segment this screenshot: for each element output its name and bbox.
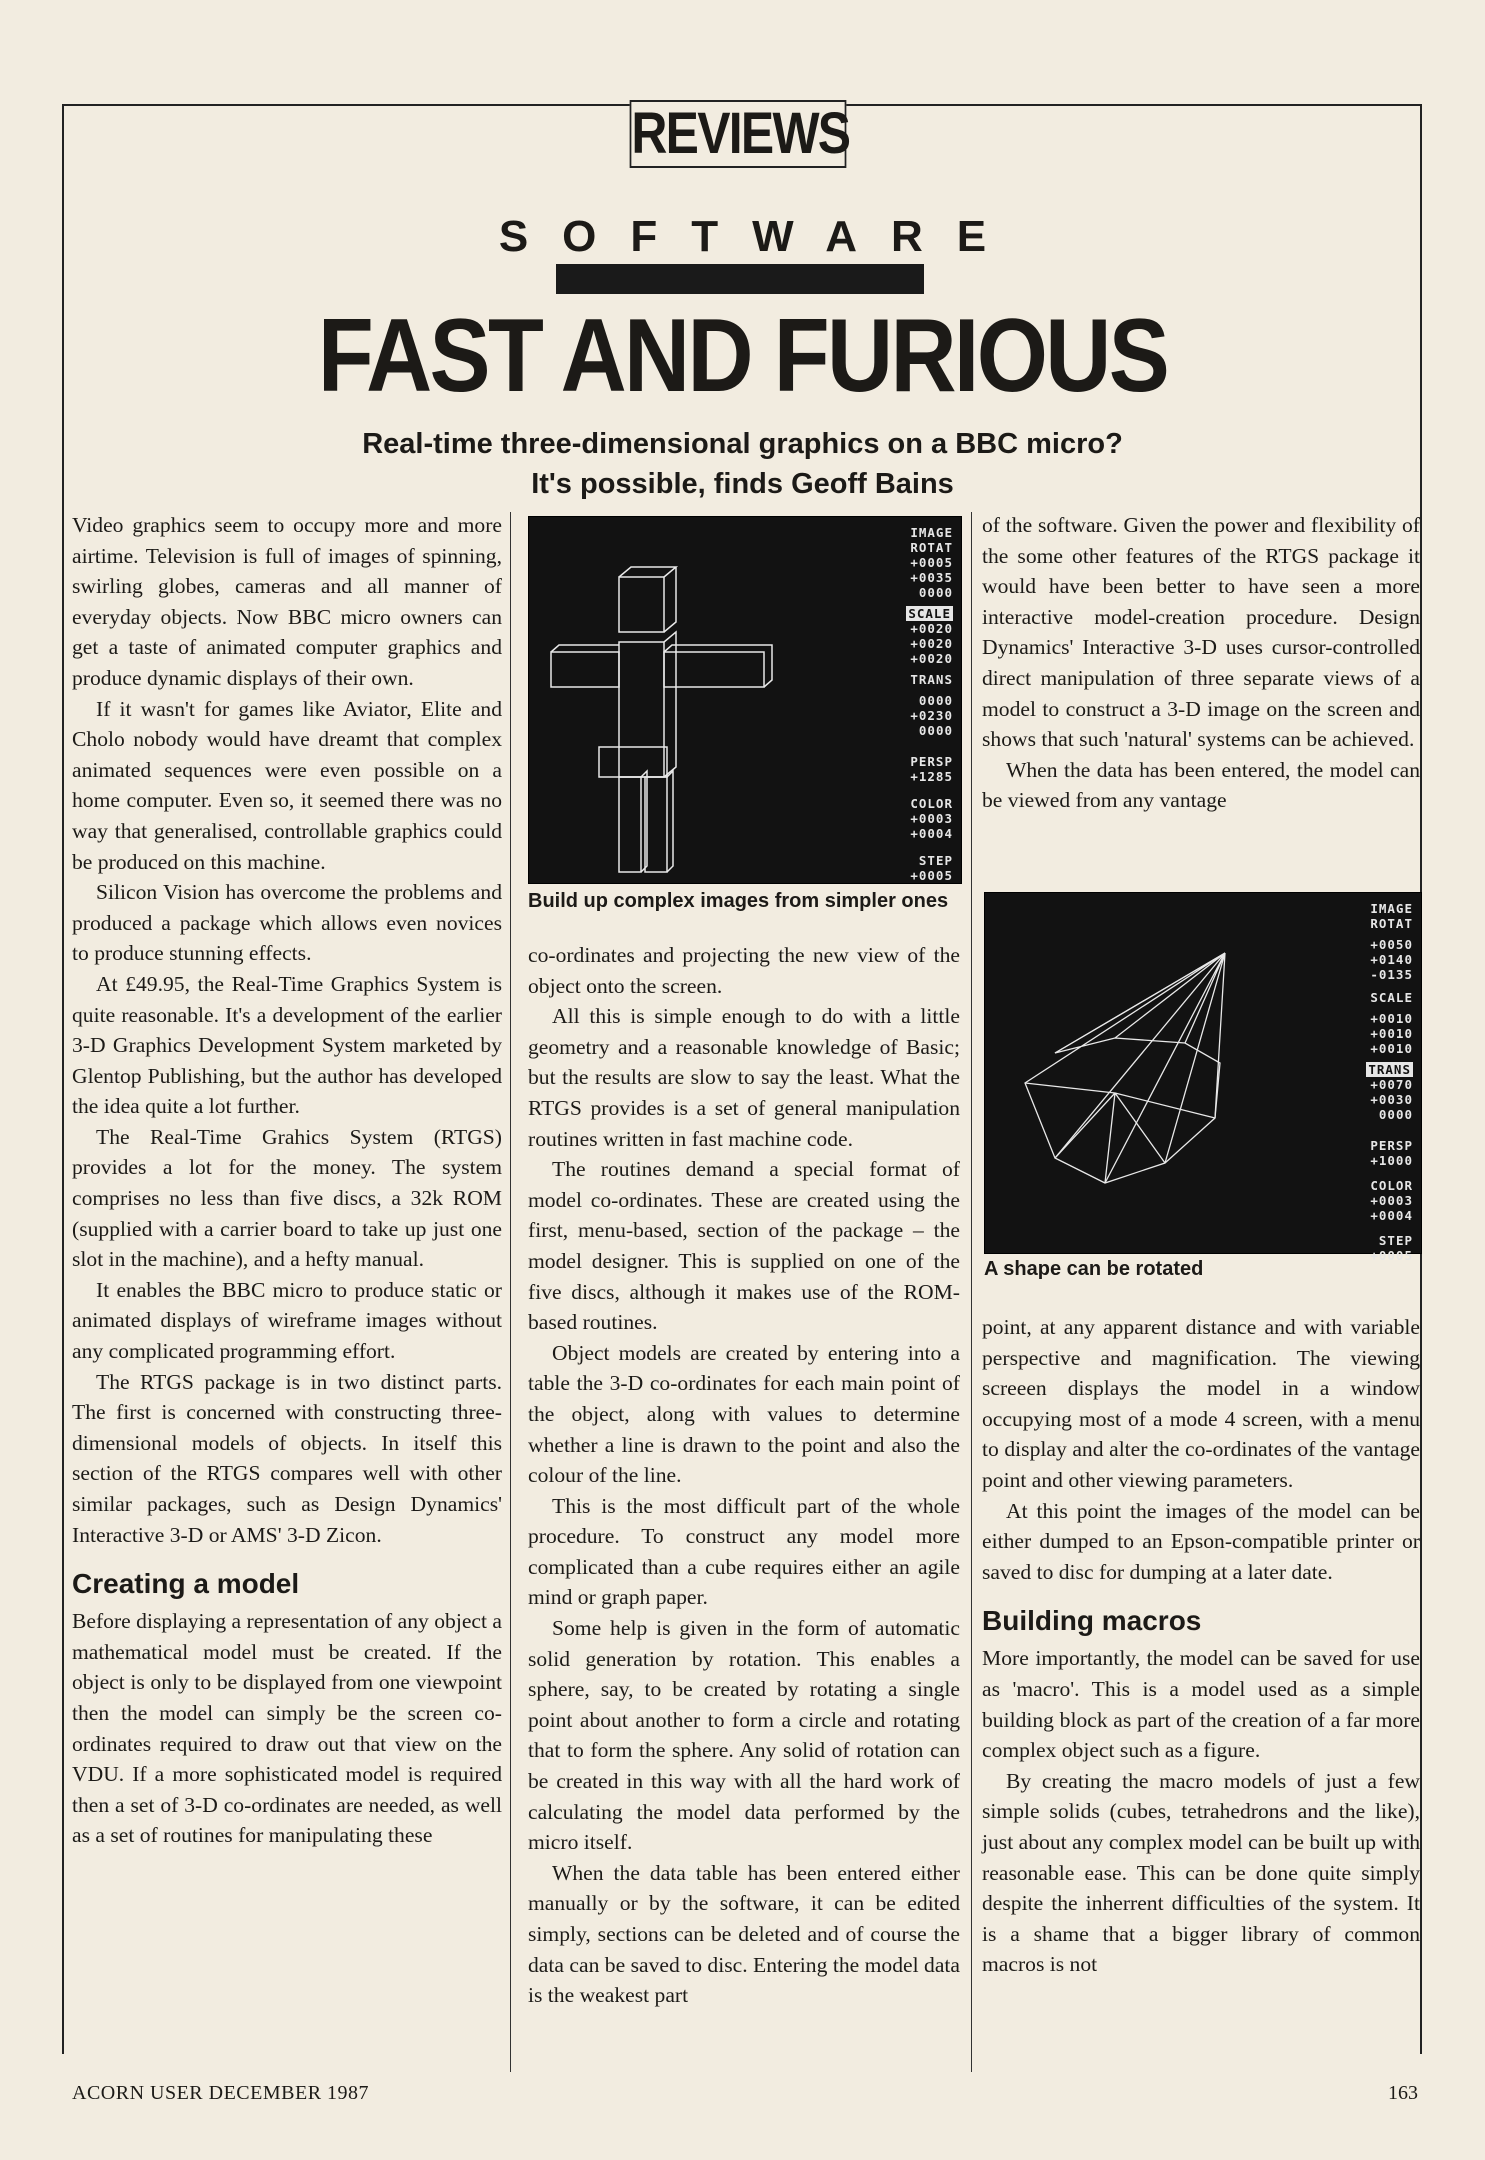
menu-value: +0010 bbox=[1370, 1026, 1413, 1041]
menu-value: +1000 bbox=[1370, 1153, 1413, 1168]
menu-value: +0030 bbox=[1370, 1092, 1413, 1107]
menu-label: IMAGE bbox=[1370, 901, 1413, 916]
menu-value: 0000 bbox=[918, 693, 953, 708]
figure-cone-screenshot bbox=[984, 892, 1422, 1263]
menu-value: -0135 bbox=[1370, 967, 1413, 982]
paragraph: co-ordinates and projecting the new view of the object onto the screen. bbox=[528, 943, 960, 998]
column-1 bbox=[72, 510, 502, 1851]
paragraph: When the data has been entered, the model can be viewed from any vantage bbox=[982, 757, 1420, 813]
menu-label: COLOR bbox=[1370, 1178, 1413, 1193]
paragraph: The RTGS package is in two distinct parts. The first is concerned with constructing three-dimensional models of objects. In itself this section of the RTGS compares well with other similar packages, such as Design Dynamics' Interactive 3-D or AMS' 3-D Zicon. bbox=[72, 1369, 502, 1547]
paragraph: The Real-Time Grahics System (RTGS) provides a lot for the money. The system comprises no less than five discs, a 32k ROM (supplied with a carrier board to take up just one slot in the machine), and a hefty manual. bbox=[72, 1124, 502, 1272]
page-frame-left bbox=[62, 104, 64, 2054]
menu-label-selected: SCALE bbox=[908, 606, 951, 621]
menu-value: +0005 bbox=[1370, 1248, 1413, 1263]
paragraph: At £49.95, the Real-Time Graphics System is quite reasonable. It's a development of the earlier 3-D Graphics Development System marketed by Glentop Publishing, but the author has developed the idea quite a lot further. bbox=[72, 971, 502, 1119]
menu-value: +0020 bbox=[910, 636, 953, 651]
figure-1-caption: Build up complex images from simpler ones bbox=[528, 890, 949, 912]
menu-value: +0050 bbox=[1370, 937, 1413, 952]
section-box: REVIEWS bbox=[631, 101, 850, 166]
menu-value: +0005 bbox=[910, 555, 953, 570]
section-label: SOFTWARE bbox=[498, 212, 1021, 261]
paragraph: All this is simple enough to do with a little geometry and a reasonable knowledge of Basic; but the results are slow to say the least. What the RTGS provides is a set of general manipulation routines written in fast machine code. bbox=[528, 1004, 960, 1151]
standfirst-line-2: It's possible, finds Geoff Bains bbox=[531, 468, 954, 500]
paragraph: of the software. Given the power and flexibility of the some other features of the RTGS package it would have been better to have seen a more interactive model-creation procedure. Design Dynamics' Interactive 3-D uses cursor-controlled direct manipulation of three separate views of a model to construct a 3-D image on the screen and shows that such 'natural' systems can be achieved. bbox=[982, 513, 1420, 752]
column-rule-2 bbox=[971, 512, 972, 2072]
menu-label: PERSP bbox=[1370, 1138, 1413, 1153]
paragraph: This is the most difficult part of the whole procedure. To construct any model more complicated than a cube requires either an agile mind or graph paper. bbox=[528, 1493, 960, 1610]
standfirst-line-1: Real-time three-dimensional graphics on a BBC micro? bbox=[362, 428, 1123, 460]
paragraph: By creating the macro models of just a few simple solids (cubes, tetrahedrons and the like), just about any complex model can be built up with reasonable ease. This can be done quite simply despite the inherrent difficulties of the system. It is a shame that a bigger library of common macros is not bbox=[982, 1768, 1420, 1977]
figure-robot-screenshot bbox=[528, 516, 962, 884]
menu-label: ROTAT bbox=[1370, 916, 1413, 931]
menu-value: +0003 bbox=[910, 811, 953, 826]
paragraph: Before displaying a representation of any object a mathematical model must be created. If the object is only to be displayed from one viewpoint then the model can simply be the screen co-ordinates required to draw out that view on the VDU. If a more sophisticated model is required then a set of 3-D co-ordinates are needed, as well as a set of routines for manipulating these bbox=[72, 1609, 502, 1848]
standfirst bbox=[0, 424, 1485, 504]
subheading-creating-model: Creating a model bbox=[72, 1568, 300, 1600]
paragraph: point, at any apparent distance and with variable perspective and magnification. The viewing screeen displays the model in a window occupying most of a mode 4 screen, with a menu to display and alter the co-ordinates of the vantage point and other viewing parameters. bbox=[982, 1315, 1420, 1492]
figure-1-menu bbox=[906, 525, 953, 883]
menu-label: TRANS bbox=[910, 672, 953, 687]
subheading-building-macros: Building macros bbox=[982, 1605, 1202, 1637]
menu-value: +0004 bbox=[910, 826, 953, 841]
menu-label: COLOR bbox=[910, 796, 953, 811]
paragraph: More importantly, the model can be saved for use as 'macro'. This is a model used as a simple building block as part of the creation of a far more complex object such as a figure. bbox=[982, 1646, 1420, 1763]
menu-value: 0000 bbox=[1378, 1107, 1413, 1122]
paragraph: Silicon Vision has overcome the problems and produced a package which allows even novices to produce stunning effects. bbox=[72, 880, 502, 966]
menu-label: STEP bbox=[918, 853, 953, 868]
footer-publication: ACORN USER DECEMBER 1987 bbox=[72, 2082, 370, 2104]
paragraph: If it wasn't for games like Aviator, Elite and Cholo nobody would have dreamt that complex animated sequences were even possible on a home computer. Even so, it seemed there was no way that generalised, controllable graphics could be produced on this machine. bbox=[72, 696, 502, 874]
menu-value: +0140 bbox=[1370, 952, 1413, 967]
figure-2-caption: A shape can be rotated bbox=[984, 1258, 1204, 1280]
menu-label: ROTAT bbox=[910, 540, 953, 555]
paragraph: It enables the BBC micro to produce static or animated displays of wireframe images without any complicated programming effort. bbox=[72, 1277, 502, 1364]
menu-value: +1285 bbox=[910, 769, 953, 784]
paragraph: The routines demand a special format of model co-ordinates. These are created using the first, menu-based, section of the package – the model designer. This is supplied on one of the five discs, although it makes use of the ROM-based routines. bbox=[528, 1157, 960, 1335]
column-2 bbox=[528, 940, 960, 2011]
column-3-bottom bbox=[982, 1312, 1420, 1980]
menu-label: STEP bbox=[1378, 1233, 1413, 1248]
menu-value: +0010 bbox=[1370, 1011, 1413, 1026]
menu-value: 0000 bbox=[918, 723, 953, 738]
menu-label: PERSP bbox=[910, 754, 953, 769]
paragraph: Video graphics seem to occupy more and more airtime. Television is full of images of spinning, swirling globes, cameras and all manner of everyday objects. Now BBC micro owners can get a taste of animated computer graphics and produce dynamic displays of their own. bbox=[72, 513, 502, 690]
section-bar bbox=[556, 264, 924, 294]
menu-label-selected: TRANS bbox=[1368, 1062, 1411, 1077]
menu-label: IMAGE bbox=[910, 525, 953, 540]
menu-value: +0005 bbox=[910, 868, 953, 883]
menu-value: +0020 bbox=[910, 621, 953, 636]
menu-value: +0003 bbox=[1370, 1193, 1413, 1208]
menu-value: +0230 bbox=[910, 708, 953, 723]
menu-value: +0035 bbox=[910, 570, 953, 585]
menu-value: +0070 bbox=[1370, 1077, 1413, 1092]
menu-value: 0000 bbox=[918, 585, 953, 600]
cone-wireframe bbox=[985, 893, 1421, 1253]
figure-2-menu bbox=[1366, 901, 1413, 1263]
robot-wireframe bbox=[529, 517, 961, 883]
paragraph: At this point the images of the model can be either dumped to an Epson-compatible printer or saved to disc for dumping at a later date. bbox=[982, 1498, 1420, 1584]
menu-value: +0010 bbox=[1370, 1041, 1413, 1056]
paragraph: When the data table has been entered either manually or by the software, it can be edited simply, sections can be deleted and of course the data can be saved to disc. Entering the model data is the weakest part bbox=[528, 1860, 960, 2008]
column-3-top bbox=[982, 510, 1420, 816]
footer-page-number: 163 bbox=[1388, 2082, 1418, 2104]
headline: FAST AND FURIOUS bbox=[317, 298, 1168, 414]
paragraph: Some help is given in the form of automatic solid generation by rotation. This enables a sphere, say, to be created by rotating a single point about another to form a circle and rotating that to form the sphere. Any solid of rotation can be created in this way with all the hard work of calculating the model data performed by the micro itself. bbox=[528, 1616, 960, 1855]
menu-label: SCALE bbox=[1370, 990, 1413, 1005]
column-rule-1 bbox=[510, 512, 511, 2072]
menu-value: +0004 bbox=[1370, 1208, 1413, 1223]
paragraph: Object models are created by entering into a table the 3-D co-ordinates for each main point of the object, along with values to determine whether a line is drawn to the point and also the colour of the line. bbox=[528, 1340, 960, 1488]
menu-value: +0020 bbox=[910, 651, 953, 666]
